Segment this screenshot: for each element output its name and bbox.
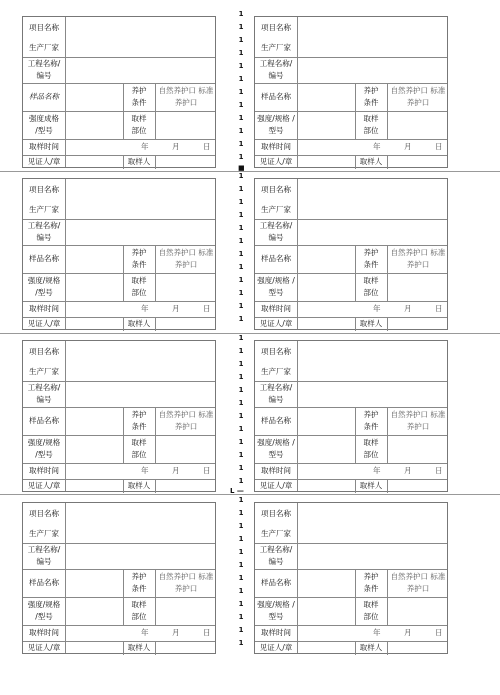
year-label: 年 bbox=[373, 466, 381, 475]
witness-label: 见证人/章 bbox=[27, 157, 61, 166]
cut-line bbox=[0, 494, 500, 495]
engineering-name-label: 工程名称/ 编号 bbox=[259, 59, 293, 80]
sample-label-card bbox=[22, 340, 216, 492]
manufacturer-label: 生产厂家 bbox=[261, 205, 291, 214]
curing-label: 养护 条件 bbox=[131, 572, 147, 593]
column-divider bbox=[387, 155, 388, 169]
strength-label: 强度/规格 / 型号 bbox=[257, 276, 295, 297]
corner-mark: L — bbox=[230, 487, 244, 495]
year-label: 年 bbox=[373, 628, 381, 637]
sample-name-label: 样品名称 bbox=[29, 578, 59, 587]
perforation-mark: 1 bbox=[238, 386, 244, 394]
sample-part-label: 取样 部位 bbox=[363, 114, 379, 135]
month-label: 月 bbox=[404, 628, 412, 637]
witness-label: 见证人/章 bbox=[259, 319, 293, 328]
perforation-mark: 1 bbox=[238, 373, 244, 381]
engineering-name-label: 工程名称/ 编号 bbox=[27, 221, 61, 242]
sample-part-label: 取样 部位 bbox=[363, 600, 379, 621]
engineering-name-label: 工程名称/ 编号 bbox=[27, 383, 61, 404]
sampling-time-label: 取样时间 bbox=[29, 142, 59, 151]
sampler-label: 取样人 bbox=[127, 157, 151, 166]
month-label: 月 bbox=[172, 628, 180, 637]
project-name-label: 项目名称 bbox=[29, 185, 59, 194]
sampler-label: 取样人 bbox=[359, 319, 383, 328]
witness-label: 见证人/章 bbox=[259, 643, 293, 652]
project-name-label: 项目名称 bbox=[29, 23, 59, 32]
month-label: 月 bbox=[172, 304, 180, 313]
curing-label: 养护 条件 bbox=[363, 410, 379, 431]
perforation-mark: 1 bbox=[238, 172, 244, 180]
column-divider bbox=[387, 641, 388, 655]
perforation-mark: 1 bbox=[238, 224, 244, 232]
manufacturer-label: 生产厂家 bbox=[261, 43, 291, 52]
project-name-label: 项目名称 bbox=[261, 23, 291, 32]
day-label: 日 bbox=[203, 628, 211, 637]
perforation-mark: 1 bbox=[238, 88, 244, 96]
column-divider bbox=[65, 179, 66, 329]
month-label: 月 bbox=[404, 142, 412, 151]
column-divider bbox=[65, 503, 66, 653]
day-label: 日 bbox=[203, 304, 211, 313]
engineering-name-label: 工程名称/ 编号 bbox=[27, 545, 61, 566]
perforation-mark: 1 bbox=[238, 464, 244, 472]
perforation-mark: 1 bbox=[238, 613, 244, 621]
sample-part-label: 取样 部位 bbox=[363, 438, 379, 459]
perforation-mark: 1 bbox=[238, 289, 244, 297]
perforation-mark: 1 bbox=[238, 496, 244, 504]
month-label: 月 bbox=[172, 466, 180, 475]
cut-line bbox=[0, 171, 500, 172]
perforation-mark: 1 bbox=[238, 23, 244, 31]
sampler-label: 取样人 bbox=[127, 643, 151, 652]
column-divider bbox=[65, 341, 66, 491]
perforation-mark: 1 bbox=[238, 639, 244, 647]
perforation-mark: 1 bbox=[238, 451, 244, 459]
perforation-mark: 1 bbox=[238, 10, 244, 18]
sampling-time-label: 取样时间 bbox=[261, 628, 291, 637]
sample-label-card bbox=[22, 178, 216, 330]
perforation-mark: 1 bbox=[238, 237, 244, 245]
perforation-mark: 1 bbox=[238, 535, 244, 543]
sampling-time-label: 取样时间 bbox=[261, 304, 291, 313]
curing-options: 自然养护口 标准 养护口 bbox=[158, 248, 214, 269]
curing-options: 自然养护口 标准 养护口 bbox=[158, 410, 214, 431]
sampling-time-label: 取样时间 bbox=[29, 466, 59, 475]
project-name-label: 项目名称 bbox=[261, 185, 291, 194]
curing-options: 自然养护口 标准 养护口 bbox=[390, 572, 446, 593]
perforation-mark: 1 bbox=[238, 75, 244, 83]
strength-label: 强度/规格 /型号 bbox=[27, 438, 61, 459]
perforation-mark: 1 bbox=[238, 315, 244, 323]
strength-label: 强度/规格 /型号 bbox=[27, 600, 61, 621]
column-divider bbox=[297, 341, 298, 491]
project-name-label: 项目名称 bbox=[29, 509, 59, 518]
perforation-mark: 1 bbox=[238, 600, 244, 608]
perforation-mark: 1 bbox=[238, 276, 244, 284]
perforation-mark: 1 bbox=[238, 127, 244, 135]
sample-label-card bbox=[254, 340, 448, 492]
project-name-label: 项目名称 bbox=[261, 347, 291, 356]
curing-label: 养护 条件 bbox=[363, 86, 379, 107]
perforation-mark: 1 bbox=[238, 302, 244, 310]
perforation-mark: 1 bbox=[238, 211, 244, 219]
perforation-mark: 1 bbox=[238, 425, 244, 433]
engineering-name-label: 工程名称/ 编号 bbox=[259, 221, 293, 242]
day-label: 日 bbox=[435, 628, 443, 637]
column-divider bbox=[297, 179, 298, 329]
perforation-mark: 1 bbox=[238, 574, 244, 582]
curing-options: 自然养护口 标准 养护口 bbox=[390, 248, 446, 269]
sample-label-card bbox=[22, 502, 216, 654]
day-label: 日 bbox=[435, 466, 443, 475]
manufacturer-label: 生产厂家 bbox=[29, 43, 59, 52]
curing-label: 养护 条件 bbox=[131, 248, 147, 269]
sample-label-card bbox=[254, 178, 448, 330]
sample-name-label: 样品名称 bbox=[261, 92, 291, 101]
perforation-mark: 1 bbox=[238, 36, 244, 44]
perforation-mark: 1 bbox=[238, 347, 244, 355]
sample-name-label: 样品名称 bbox=[29, 416, 59, 425]
perforation-mark: 1 bbox=[238, 114, 244, 122]
sample-label-card bbox=[22, 16, 216, 168]
strength-label: 强度/规格 / 型号 bbox=[257, 114, 295, 135]
perforation-mark: 1 bbox=[238, 62, 244, 70]
strength-label: 强度/规格 /型号 bbox=[27, 276, 61, 297]
sample-name-label: 样品名称 bbox=[29, 92, 59, 101]
engineering-name-label: 工程名称/ 编号 bbox=[27, 59, 61, 80]
witness-label: 见证人/章 bbox=[259, 157, 293, 166]
month-label: 月 bbox=[404, 304, 412, 313]
perforation-mark: 1 bbox=[238, 334, 244, 342]
column-divider bbox=[155, 479, 156, 493]
curing-options: 自然养护口 标准 养护口 bbox=[390, 86, 446, 107]
perforation-mark: 1 bbox=[238, 477, 244, 485]
sample-name-label: 样品名称 bbox=[261, 416, 291, 425]
year-label: 年 bbox=[373, 304, 381, 313]
column-divider bbox=[155, 317, 156, 331]
column-divider bbox=[65, 17, 66, 167]
sampler-label: 取样人 bbox=[127, 481, 151, 490]
sample-label-card bbox=[254, 502, 448, 654]
curing-options: 自然养护口 标准 养护口 bbox=[158, 86, 214, 107]
perforation-mark: 1 bbox=[238, 360, 244, 368]
day-label: 日 bbox=[435, 142, 443, 151]
day-label: 日 bbox=[435, 304, 443, 313]
engineering-name-label: 工程名称/ 编号 bbox=[259, 383, 293, 404]
sampler-label: 取样人 bbox=[359, 643, 383, 652]
column-divider bbox=[387, 479, 388, 493]
month-label: 月 bbox=[172, 142, 180, 151]
cut-line bbox=[0, 333, 500, 334]
perforation-mark: 1 bbox=[238, 548, 244, 556]
sample-label-card bbox=[254, 16, 448, 168]
sample-name-label: 样品名称 bbox=[29, 254, 59, 263]
sample-part-label: 取样 部位 bbox=[131, 438, 147, 459]
witness-label: 见证人/章 bbox=[27, 319, 61, 328]
year-label: 年 bbox=[141, 304, 149, 313]
day-label: 日 bbox=[203, 142, 211, 151]
sampling-time-label: 取样时间 bbox=[29, 304, 59, 313]
column-divider bbox=[297, 503, 298, 653]
column-divider bbox=[297, 17, 298, 167]
sampler-label: 取样人 bbox=[127, 319, 151, 328]
perforation-mark: 1 bbox=[238, 250, 244, 258]
sampling-time-label: 取样时间 bbox=[29, 628, 59, 637]
sample-name-label: 样品名称 bbox=[261, 578, 291, 587]
column-divider bbox=[155, 155, 156, 169]
column-divider bbox=[155, 641, 156, 655]
engineering-name-label: 工程名称/ 编号 bbox=[259, 545, 293, 566]
perforation-mark: 1 bbox=[238, 185, 244, 193]
manufacturer-label: 生产厂家 bbox=[29, 367, 59, 376]
perforation-mark: 1 bbox=[238, 587, 244, 595]
sample-part-label: 取样 部位 bbox=[131, 276, 147, 297]
witness-label: 见证人/章 bbox=[27, 643, 61, 652]
year-label: 年 bbox=[141, 466, 149, 475]
perforation-mark: 1 bbox=[238, 438, 244, 446]
manufacturer-label: 生产厂家 bbox=[261, 529, 291, 538]
perforation-mark: 1 bbox=[238, 626, 244, 634]
perforation-mark: 1 bbox=[238, 49, 244, 57]
strength-label: 强度/规格 / 型号 bbox=[257, 438, 295, 459]
sample-name-label: 样品名称 bbox=[261, 254, 291, 263]
perforation-mark: 1 bbox=[238, 509, 244, 517]
column-divider bbox=[387, 317, 388, 331]
strength-label: 强度成格 /型号 bbox=[29, 114, 59, 135]
perforation-mark: 1 bbox=[238, 522, 244, 530]
witness-label: 见证人/章 bbox=[27, 481, 61, 490]
sampler-label: 取样人 bbox=[359, 481, 383, 490]
perforation-mark: 1 bbox=[238, 412, 244, 420]
perforation-mark: 1 bbox=[238, 561, 244, 569]
curing-options: 自然养护口 标准 养护口 bbox=[158, 572, 214, 593]
year-label: 年 bbox=[141, 628, 149, 637]
curing-options: 自然养护口 标准 养护口 bbox=[390, 410, 446, 431]
year-label: 年 bbox=[141, 142, 149, 151]
year-label: 年 bbox=[373, 142, 381, 151]
sampling-time-label: 取样时间 bbox=[261, 466, 291, 475]
manufacturer-label: 生产厂家 bbox=[29, 205, 59, 214]
perforation-mark: 1 bbox=[238, 198, 244, 206]
perforation-mark: 1 bbox=[238, 101, 244, 109]
curing-label: 养护 条件 bbox=[131, 410, 147, 431]
perforation-mark: 1 bbox=[238, 153, 244, 161]
sample-part-label: 取样 部位 bbox=[131, 114, 147, 135]
square-mark: ■ bbox=[238, 164, 245, 172]
manufacturer-label: 生产厂家 bbox=[29, 529, 59, 538]
sample-part-label: 取样 部位 bbox=[363, 276, 379, 297]
curing-label: 养护 条件 bbox=[363, 248, 379, 269]
project-name-label: 项目名称 bbox=[29, 347, 59, 356]
day-label: 日 bbox=[203, 466, 211, 475]
perforation-mark: 1 bbox=[238, 399, 244, 407]
month-label: 月 bbox=[404, 466, 412, 475]
sample-part-label: 取样 部位 bbox=[131, 600, 147, 621]
sampling-time-label: 取样时间 bbox=[261, 142, 291, 151]
curing-label: 养护 条件 bbox=[131, 86, 147, 107]
perforation-mark: 1 bbox=[238, 263, 244, 271]
witness-label: 见证人/章 bbox=[259, 481, 293, 490]
manufacturer-label: 生产厂家 bbox=[261, 367, 291, 376]
curing-label: 养护 条件 bbox=[363, 572, 379, 593]
perforation-mark: 1 bbox=[238, 140, 244, 148]
sampler-label: 取样人 bbox=[359, 157, 383, 166]
strength-label: 强度/规格 / 型号 bbox=[257, 600, 295, 621]
project-name-label: 项目名称 bbox=[261, 509, 291, 518]
